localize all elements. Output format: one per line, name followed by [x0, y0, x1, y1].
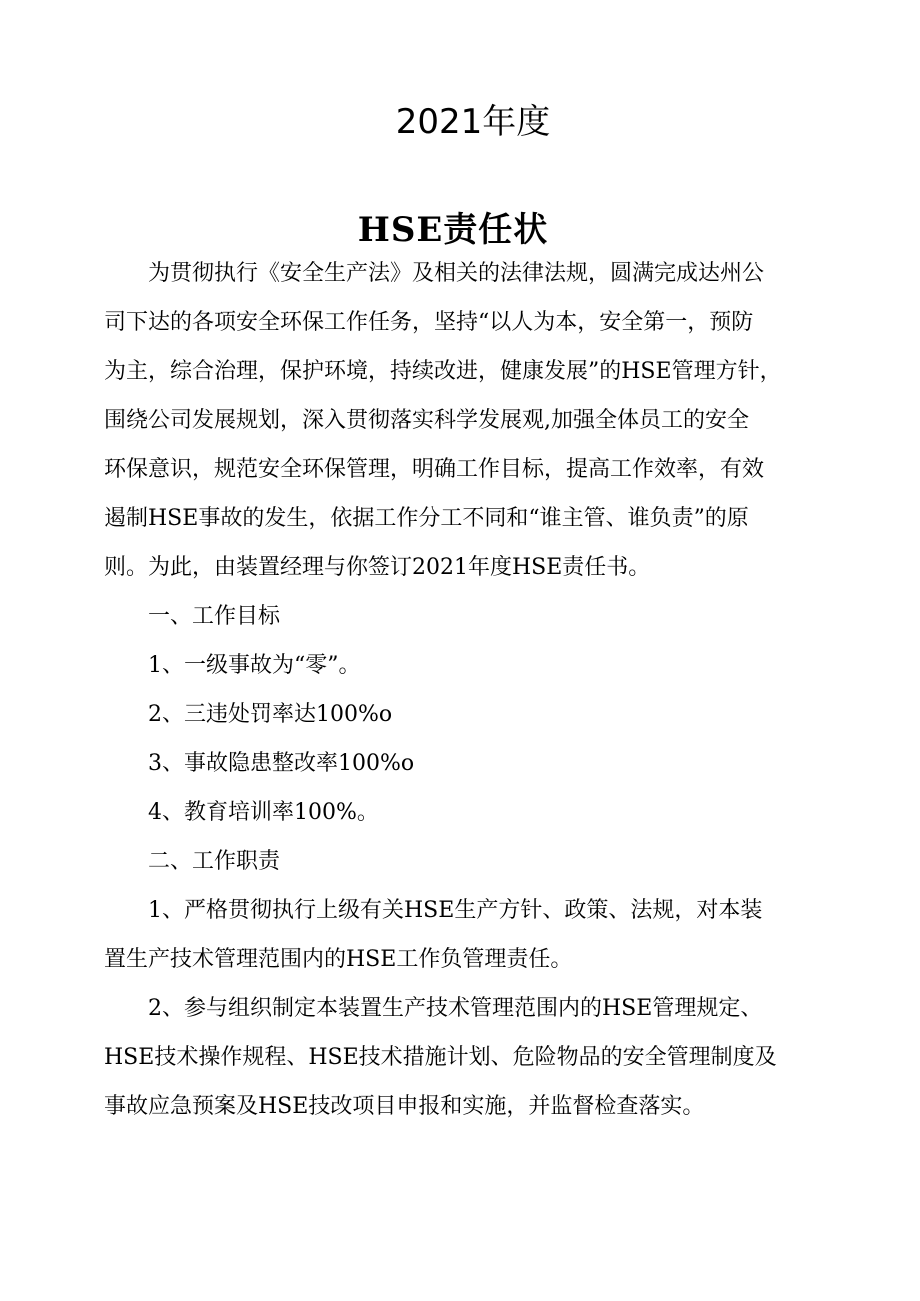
goal-item: 4、教育培训率100%。: [148, 800, 379, 825]
goal-item: 2、三违处罚率达100%o: [148, 702, 393, 727]
intro-line: 围绕公司发展规划，深入贯彻落实科学发展观,加强全体员工的安全: [104, 408, 749, 433]
duty-line: 2、参与组织制定本装置生产技术管理范围内的HSE管理规定、: [148, 996, 763, 1021]
duty-line: 置生产技术管理范围内的HSE工作负管理责任。: [104, 947, 573, 972]
duty-item-2: [104, 984, 808, 1131]
goal-item: 1、一级事故为“零”。: [148, 653, 361, 678]
duty-item-1: [104, 886, 808, 984]
intro-line: 环保意识，规范安全环保管理，明确工作目标，提高工作效率，有效: [104, 457, 765, 482]
duty-line: HSE技术操作规程、HSE技术措施计划、危险物品的安全管理制度及: [104, 1045, 777, 1070]
intro-paragraph: [104, 249, 808, 592]
year-title: 2021年度: [395, 102, 551, 142]
duty-line: 1、严格贯彻执行上级有关HSE生产方针、政策、法规，对本装: [148, 898, 763, 923]
duty-line: 事故应急预案及HSE技改项目申报和实施，并监督检查落实。: [104, 1094, 705, 1119]
section-heading-goals: 一、工作目标: [148, 604, 281, 629]
intro-line: 为贯彻执行《安全生产法》及相关的法律法规，圆满完成达州公: [148, 261, 765, 286]
intro-line: 遏制HSE事故的发生，依据工作分工不同和“谁主管、谁负责”的原: [104, 506, 749, 531]
main-title: HSE责任状: [357, 210, 549, 250]
intro-line: 为主，综合治理，保护环境，持续改进，健康发展”的HSE管理方针，: [104, 359, 782, 384]
section-heading-duties: 二、工作职责: [148, 849, 281, 874]
document-body: [104, 249, 808, 1131]
goal-item: 3、事故隐患整改率100%o: [148, 751, 415, 776]
intro-line: 则。为此，由装置经理与你签订2021年度HSE责任书。: [104, 555, 651, 580]
intro-line: 司下达的各项安全环保工作任务，坚持“以人为本，安全第一，预防: [104, 310, 754, 335]
